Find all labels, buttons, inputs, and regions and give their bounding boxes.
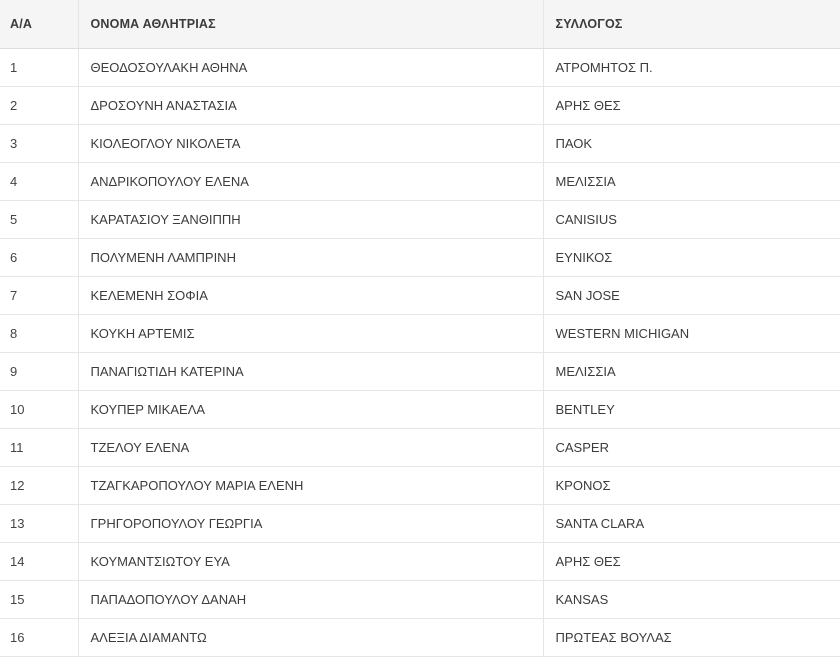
cell-name: ΚΟΥΚΗ ΑΡΤΕΜΙΣ: [78, 315, 543, 353]
cell-name: ΠΟΛΥΜΕΝΗ ΛΑΜΠΡΙΝΗ: [78, 239, 543, 277]
cell-name: ΤΖΑΓΚΑΡΟΠΟΥΛΟΥ ΜΑΡΙΑ ΕΛΕΝΗ: [78, 467, 543, 505]
cell-club: ΜΕΛΙΣΣΙΑ: [543, 353, 840, 391]
table-body: [0, 49, 840, 657]
cell-club: CASPER: [543, 429, 840, 467]
cell-rank: 7: [0, 277, 78, 315]
table-row: [0, 163, 840, 201]
cell-rank: 14: [0, 543, 78, 581]
cell-club: ΠΑΟΚ: [543, 125, 840, 163]
table-row: [0, 315, 840, 353]
cell-rank: 15: [0, 581, 78, 619]
cell-name: ΑΛΕΞΙΑ ΔΙΑΜΑΝΤΩ: [78, 619, 543, 657]
cell-club: ΚΡΟΝΟΣ: [543, 467, 840, 505]
cell-club: ΠΡΩΤΕΑΣ ΒΟΥΛΑΣ: [543, 619, 840, 657]
table-row: [0, 467, 840, 505]
cell-name: ΚΟΥΠΕΡ ΜΙΚΑΕΛΑ: [78, 391, 543, 429]
table-header-row: [0, 0, 840, 49]
table-row: [0, 201, 840, 239]
cell-club: ΑΤΡΟΜΗΤΟΣ Π.: [543, 49, 840, 87]
cell-name: ΘΕΟΔΟΣΟΥΛΑΚΗ ΑΘΗΝΑ: [78, 49, 543, 87]
cell-name: ΚΟΥΜΑΝΤΣΙΩΤΟΥ ΕΥΑ: [78, 543, 543, 581]
table-row: [0, 277, 840, 315]
table-row: [0, 391, 840, 429]
column-header-rank: Α/Α: [0, 0, 78, 49]
cell-club: KANSAS: [543, 581, 840, 619]
cell-name: ΤΖΕΛΟΥ ΕΛΕΝΑ: [78, 429, 543, 467]
cell-club: BENTLEY: [543, 391, 840, 429]
cell-rank: 12: [0, 467, 78, 505]
table-row: [0, 581, 840, 619]
cell-rank: 11: [0, 429, 78, 467]
cell-rank: 9: [0, 353, 78, 391]
cell-rank: 6: [0, 239, 78, 277]
table-row: [0, 543, 840, 581]
cell-name: ΔΡΟΣΟΥΝΗ ΑΝΑΣΤΑΣΙΑ: [78, 87, 543, 125]
cell-rank: 13: [0, 505, 78, 543]
cell-rank: 16: [0, 619, 78, 657]
column-header-club: ΣΥΛΛΟΓΟΣ: [543, 0, 840, 49]
cell-name: ΚΕΛΕΜΕΝΗ ΣΟΦΙΑ: [78, 277, 543, 315]
table-row: [0, 239, 840, 277]
cell-club: ΕΥΝΙΚΟΣ: [543, 239, 840, 277]
cell-club: ΑΡΗΣ ΘΕΣ: [543, 543, 840, 581]
cell-club: ΑΡΗΣ ΘΕΣ: [543, 87, 840, 125]
cell-club: WESTERN MICHIGAN: [543, 315, 840, 353]
cell-name: ΚΑΡΑΤΑΣΙΟΥ ΞΑΝΘΙΠΠΗ: [78, 201, 543, 239]
table-row: [0, 353, 840, 391]
cell-rank: 1: [0, 49, 78, 87]
cell-rank: 5: [0, 201, 78, 239]
cell-club: ΜΕΛΙΣΣΙΑ: [543, 163, 840, 201]
table-row: [0, 505, 840, 543]
cell-club: CANISIUS: [543, 201, 840, 239]
cell-name: ΠΑΝΑΓΙΩΤΙΔΗ ΚΑΤΕΡΙΝΑ: [78, 353, 543, 391]
cell-rank: 4: [0, 163, 78, 201]
cell-name: ΓΡΗΓΟΡΟΠΟΥΛΟΥ ΓΕΩΡΓΙΑ: [78, 505, 543, 543]
cell-rank: 10: [0, 391, 78, 429]
cell-rank: 3: [0, 125, 78, 163]
table-row: [0, 429, 840, 467]
cell-rank: 2: [0, 87, 78, 125]
column-header-name: ΟΝΟΜΑ ΑΘΛΗΤΡΙΑΣ: [78, 0, 543, 49]
cell-club: SANTA CLARA: [543, 505, 840, 543]
cell-name: ΑΝΔΡΙΚΟΠΟΥΛΟΥ ΕΛΕΝΑ: [78, 163, 543, 201]
cell-rank: 8: [0, 315, 78, 353]
table-row: [0, 619, 840, 657]
table-header: [0, 0, 840, 49]
table-row: [0, 49, 840, 87]
cell-name: ΠΑΠΑΔΟΠΟΥΛΟΥ ΔΑΝΑΗ: [78, 581, 543, 619]
table-row: [0, 125, 840, 163]
cell-club: SAN JOSE: [543, 277, 840, 315]
table-row: [0, 87, 840, 125]
cell-name: ΚΙΟΛΕΟΓΛΟΥ ΝΙΚΟΛΕΤΑ: [78, 125, 543, 163]
